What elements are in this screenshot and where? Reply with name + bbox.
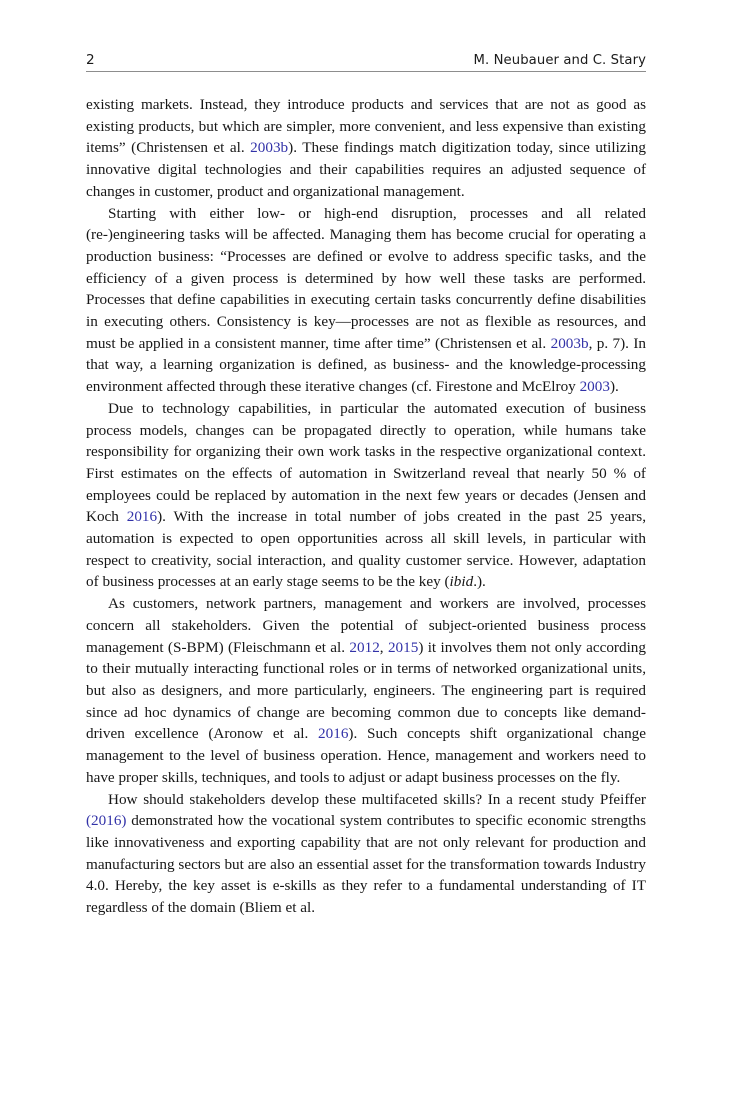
body-text-column (86, 94, 646, 919)
citation-link[interactable]: 2003 (579, 378, 610, 396)
citation-link[interactable]: 2016 (318, 725, 349, 743)
italic-text: ibid (449, 573, 474, 591)
citation-link[interactable]: 2016 (126, 508, 158, 526)
citation-link[interactable]: 2003b (250, 139, 289, 157)
page-number: 2 (86, 52, 95, 68)
citation-link[interactable]: 2003b (550, 334, 589, 352)
para-starting-disruption: Starting with either low- or high-end disruption, processes and all related (re-)engineering tasks will be affected. Managing them has become crucial for operating a production business: “Processes are defined or evolve to address specific tasks, and the efficiency of a given process is determined by how well these tasks are performed. Processes that define capabilities in executing certain tasks concurrently define disabilities in executing others. Consistency is key—processes are not as flexible as resources, and must be applied in a consistent manner, time after time” (Christensen et al. 2003b, p. 7). In that way, a learning organization is defined, as business- and the knowledge-processing environment affected through these iterative changes (cf. Firestone and McElroy 2003). (86, 204, 646, 396)
citation-link[interactable]: (2016) (86, 812, 127, 830)
running-head-authors: M. Neubauer and C. Stary (473, 53, 646, 68)
citation-link[interactable]: 2012 (349, 638, 380, 656)
para-stakeholders-involved: As customers, network partners, management and workers are involved, processes concern all stakeholders. Given the potential of subject-oriented business process management (S-BPM) (Fleischmann et al. 2012, 2015) it involves them not only according to their mutually interacting functional roles or in terms of networked organizational units, but also as designers, and more particularly, engineers. The engineering part is required since ad hoc dynamics of change are becoming common due to concepts like demand-driven excellence (Aronow et al. 2016). Such concepts shift organizational change management to the level of business operation. Hence, management and workers need to have proper skills, techniques, and tools to adjust or adapt business processes on the fly. (86, 595, 647, 786)
running-head (86, 52, 646, 72)
para-technology-capabilities: Due to technology capabilities, in particular the automated execution of business process models, changes can be propagated directly to operation, while humans take responsibility for organizing their own work tasks in the respective organizational context. First estimates on the effects of automation in Switzerland reveal that nearly 50 % of employees could be replaced by automation in the next few years or decades (Jensen and Koch 2016). With the increase in total number of jobs created in the past 25 years, automation is expected to open opportunities across all skill levels, in particular with respect to creativity, social interaction, and quality customer service. However, adaptation of business processes at an early stage seems to be the key (ibid.). (86, 399, 646, 591)
citation-link[interactable]: 2015 (387, 638, 419, 656)
para-existing-markets: existing markets. Instead, they introduce products and services that are not as good as existing products, but which are simpler, more convenient, and less expensive than existing items” (Christensen et al. 2003b). These findings match digitization today, since utilizing innovative digital technologies and their capabilities requires an adjusted sequence of changes in customer, product and organizational management. (86, 96, 646, 200)
para-multifaceted-skills: How should stakeholders develop these multifaceted skills? In a recent study Pfeiffer (2016) demonstrated how the vocational system contributes to specific economic strengths like innovativeness and exporting capability that are not only relevant for production and manufacturing sectors but are also an essential asset for the transformation towards Industry 4.0. Hereby, the key asset is e-skills as they refer to a fundamental understanding of IT regardless of the domain (Bliem et al. (86, 790, 646, 917)
